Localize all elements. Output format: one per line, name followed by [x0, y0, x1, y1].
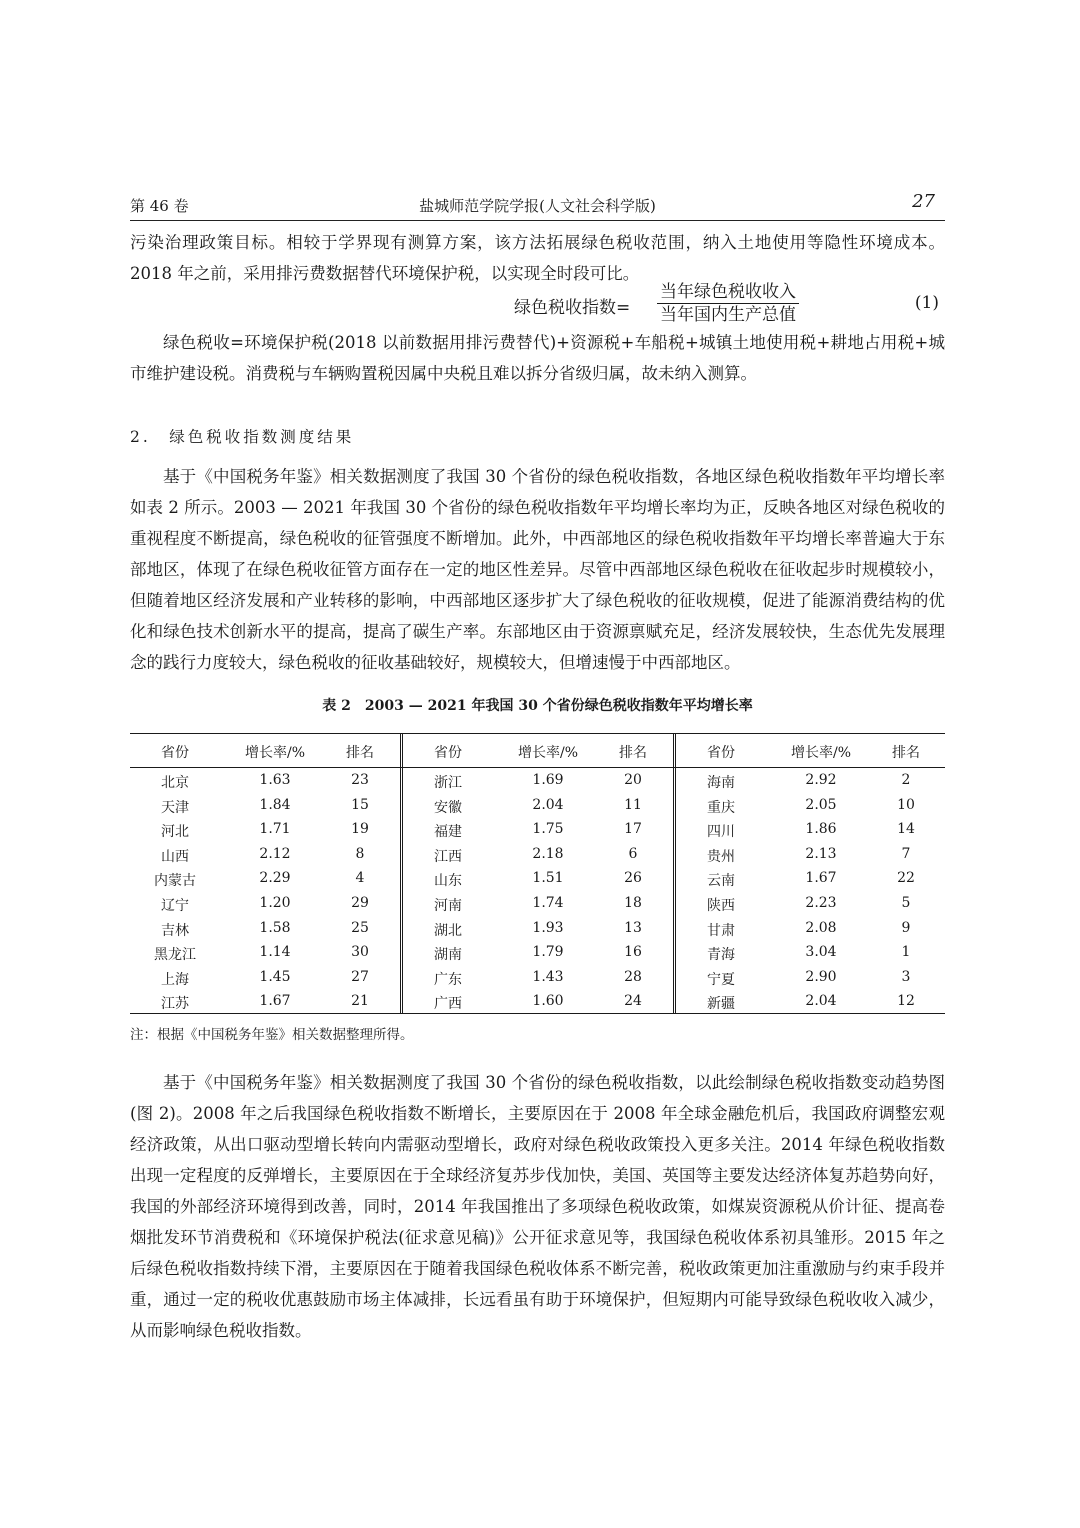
rank-cell: 26 [624, 870, 642, 887]
table-header-cell: 增长率/% [517, 745, 579, 761]
rank-cell: 22 [897, 870, 915, 887]
rank-cell: 28 [624, 968, 642, 985]
table-header-cell: 增长率/% [244, 745, 306, 761]
formula-fraction [657, 282, 799, 325]
growth-rate-cell: 2.05 [805, 796, 837, 813]
province-cell: 吉林 [161, 922, 189, 939]
growth-rate-cell: 1.67 [259, 993, 291, 1010]
rank-cell: 17 [624, 821, 642, 838]
province-cell: 新疆 [707, 996, 735, 1013]
growth-rate-cell: 1.63 [259, 772, 291, 788]
province-cell: 北京 [161, 775, 189, 791]
rank-cell: 19 [351, 821, 369, 838]
province-cell: 青海 [707, 947, 735, 964]
table-row [130, 819, 400, 844]
rank-cell: 23 [351, 772, 369, 788]
province-cell: 湖北 [434, 922, 462, 939]
formula-numerator: 当年绿色税收收入 [660, 282, 796, 302]
province-cell: 山西 [161, 848, 189, 865]
growth-rate-cell: 2.29 [259, 870, 291, 887]
table-header-cell: 省份 [434, 745, 462, 761]
table-row [403, 795, 673, 820]
table-row [130, 868, 400, 893]
growth-rate-cell: 1.51 [532, 870, 564, 887]
growth-rate-cell: 1.74 [532, 895, 564, 911]
table-row [130, 893, 400, 918]
formula-lhs: 绿色税收指数= [514, 298, 631, 318]
rank-cell: 3 [901, 968, 911, 985]
table-row [403, 942, 673, 967]
province-cell: 上海 [161, 971, 189, 988]
growth-rate-cell: 1.20 [259, 895, 291, 911]
rank-cell: 29 [351, 895, 369, 911]
table-row [403, 918, 673, 943]
table-column-group [676, 733, 945, 1014]
province-cell: 湖南 [434, 947, 462, 964]
growth-rate-cell: 1.14 [259, 944, 291, 961]
table-header-cell: 省份 [707, 745, 735, 761]
header-rule [130, 220, 945, 221]
rank-cell: 13 [624, 919, 642, 936]
growth-rate-cell: 2.90 [805, 968, 837, 985]
table-row [403, 844, 673, 869]
rank-cell: 25 [351, 919, 369, 936]
table-header-cell: 增长率/% [790, 745, 852, 761]
table-header-cell: 排名 [892, 745, 920, 761]
section-heading: 2. 绿色税收指数测度结果 [130, 428, 355, 446]
rank-cell: 12 [897, 993, 915, 1010]
province-cell: 江苏 [161, 996, 189, 1013]
table-header-row [676, 733, 945, 767]
province-cell: 宁夏 [707, 971, 735, 988]
formula-1 [130, 282, 945, 326]
growth-rate-cell: 1.75 [532, 821, 564, 838]
rank-cell: 18 [624, 895, 642, 911]
growth-rate-cell: 1.67 [805, 870, 837, 887]
province-cell: 甘肃 [707, 922, 735, 939]
province-cell: 山东 [434, 873, 462, 890]
province-cell: 重庆 [707, 799, 735, 816]
province-cell: 福建 [434, 824, 462, 841]
paragraph-4: 基于《中国税务年鉴》相关数据测度了我国 30 个省份的绿色税收指数，以此绘制绿色税收指数变动趋势图(图 2)。2008 年之后我国绿色税收指数不断增长，主要原因在于 2008 年全球金融危机后，我国政府调整宏观经济政策，从出口驱动型增长转向内需驱动型增长，政府对绿色税收政策投入更多关注。2014 年绿色税收指数出现一定程度的反弹增长，主要原因在于全球经济复苏步伐加快，美国、英国等主要发达经济体复苏趋势向好，我国的外部经济环境得到改善，同时，2014 年我国推出了多项绿色税收政策，如煤炭资源税从价计征、提高卷烟批发环节消费税和《环境保护税法(征求意见稿)》公开征求意见等，我国绿色税收体系初具雏形。2015 年之后绿色税收指数持续下滑，主要原因在于随着我国绿色税收体系不断完善，税收政策更加注重激励与约束手段并重，通过一定的税收优惠鼓励市场主体减排，长远看虽有助于环境保护，但短期内可能导致绿色税收收入减少，从而影响绿色税收指数。 [130, 1073, 945, 1340]
volume-label: 第 46 卷 [130, 197, 189, 215]
rank-cell: 21 [351, 993, 369, 1010]
rank-cell: 5 [901, 895, 911, 911]
province-cell: 浙江 [434, 775, 462, 791]
table-column-group [130, 733, 400, 1014]
rank-cell: 2 [901, 772, 911, 788]
province-cell: 江西 [434, 848, 462, 865]
growth-rate-cell: 2.04 [805, 993, 837, 1010]
growth-rate-cell: 1.93 [532, 919, 564, 936]
table-row [403, 991, 673, 1016]
province-cell: 海南 [707, 775, 735, 791]
province-cell: 四川 [707, 824, 735, 841]
table-row [676, 868, 945, 893]
table-row [403, 893, 673, 918]
paragraph-1: 污染治理政策目标。相较于学界现有测算方案，该方法拓展绿色税收范围，纳入土地使用等隐性环境成本。2018 年之前，采用排污费数据替代环境保护税，以实现全时段可比。 [130, 233, 945, 283]
fraction-bar [657, 303, 799, 304]
province-cell: 广东 [434, 971, 462, 988]
province-cell: 黑龙江 [154, 947, 196, 964]
table-row [130, 795, 400, 820]
province-cell: 内蒙古 [154, 873, 196, 890]
table-row [676, 991, 945, 1016]
table-row [130, 918, 400, 943]
table-header-cell: 排名 [619, 745, 647, 761]
province-cell: 辽宁 [161, 898, 189, 914]
table-row [403, 967, 673, 992]
table-row [676, 942, 945, 967]
journal-title: 盐城师范学院学报(人文社会科学版) [419, 197, 656, 215]
growth-rate-cell: 1.58 [259, 919, 291, 936]
rank-cell: 27 [351, 968, 369, 985]
province-cell: 云南 [707, 873, 735, 890]
growth-rate-cell: 1.86 [805, 821, 837, 838]
rank-cell: 20 [624, 772, 642, 788]
growth-rate-cell: 1.43 [532, 968, 564, 985]
growth-rate-cell: 2.13 [805, 845, 837, 862]
province-cell: 河北 [161, 824, 189, 841]
table-column-group [403, 733, 673, 1014]
growth-rate-cell: 2.04 [532, 796, 564, 813]
table-row [130, 967, 400, 992]
paragraph-3: 基于《中国税务年鉴》相关数据测度了我国 30 个省份的绿色税收指数，各地区绿色税收指数年平均增长率如表 2 所示。2003 — 2021 年我国 30 个省份的绿色税收指数年平均增长率均为正，反映各地区对绿色税收的重视程度不断提高，绿色税收的征管强度不断增加。此外，中西部地区的绿色税收指数年平均增长率普遍大于东部地区，体现了在绿色税收征管方面存在一定的地区性差异。尽管中西部地区绿色税收在征收起步时规模较小，但随着地区经济发展和产业转移的影响，中西部地区逐步扩大了绿色税收的征收规模，促进了能源消费结构的优化和绿色技术创新水平的提高，提高了碳生产率。东部地区由于资源禀赋充足，经济发展较快，生态优先发展理念的践行力度较大，绿色税收的征收基础较好，规模较大，但增速慢于中西部地区。 [130, 467, 945, 672]
formula-denominator: 当年国内生产总值 [660, 305, 796, 325]
rank-cell: 16 [624, 944, 642, 961]
running-header [130, 191, 945, 219]
rank-cell: 4 [355, 870, 365, 887]
rank-cell: 14 [897, 821, 915, 838]
table-row [403, 770, 673, 795]
table-header-row [130, 733, 400, 767]
growth-rate-cell: 1.45 [259, 968, 291, 985]
growth-rate-cell: 1.84 [259, 796, 291, 813]
table-row [130, 942, 400, 967]
table-row [130, 991, 400, 1016]
table-row [130, 844, 400, 869]
table-caption: 表 2 2003 — 2021 年我国 30 个省份绿色税收指数年平均增长率 [322, 698, 753, 714]
table-row [676, 893, 945, 918]
growth-rate-cell: 2.12 [259, 845, 291, 862]
growth-rate-table [130, 733, 945, 1014]
table-row [676, 844, 945, 869]
rank-cell: 8 [355, 845, 365, 862]
table-note: 注：根据《中国税务年鉴》相关数据整理所得。 [130, 1027, 414, 1043]
province-cell: 陕西 [707, 898, 735, 914]
growth-rate-cell: 2.23 [805, 895, 837, 911]
table-row [130, 770, 400, 795]
province-cell: 广西 [434, 996, 462, 1013]
table-row [676, 918, 945, 943]
rank-cell: 1 [901, 944, 911, 961]
table-header-row [403, 733, 673, 767]
growth-rate-cell: 1.60 [532, 993, 564, 1010]
rank-cell: 24 [624, 993, 642, 1010]
growth-rate-cell: 2.92 [805, 772, 837, 788]
table-header-cell: 排名 [346, 745, 374, 761]
rank-cell: 6 [628, 845, 638, 862]
table-header-cell: 省份 [161, 745, 189, 761]
rank-cell: 7 [901, 845, 911, 862]
rank-cell: 15 [351, 796, 369, 813]
growth-rate-cell: 2.18 [532, 845, 564, 862]
growth-rate-cell: 2.08 [805, 919, 837, 936]
table-row [403, 868, 673, 893]
equation-number: (1) [914, 293, 939, 313]
growth-rate-cell: 1.71 [259, 821, 291, 838]
rank-cell: 11 [624, 796, 642, 813]
rank-cell: 9 [901, 919, 911, 936]
table-row [676, 770, 945, 795]
table-row [676, 967, 945, 992]
growth-rate-cell: 3.04 [805, 944, 837, 961]
table-row [403, 819, 673, 844]
growth-rate-cell: 1.69 [532, 772, 564, 788]
rank-cell: 10 [897, 796, 915, 813]
table-row [676, 795, 945, 820]
table-row [676, 819, 945, 844]
growth-rate-cell: 1.79 [532, 944, 564, 961]
province-cell: 河南 [434, 898, 462, 914]
province-cell: 安徽 [434, 799, 462, 816]
paragraph-2: 绿色税收=环境保护税(2018 以前数据用排污费替代)+资源税+车船税+城镇土地使用税+耕地占用税+城市维护建设税。消费税与车辆购置税因属中央税且难以拆分省级归属，故未纳入测算。 [130, 333, 945, 383]
page-number: 27 [912, 191, 935, 212]
rank-cell: 30 [351, 944, 369, 961]
province-cell: 贵州 [707, 848, 735, 865]
province-cell: 天津 [161, 799, 189, 816]
